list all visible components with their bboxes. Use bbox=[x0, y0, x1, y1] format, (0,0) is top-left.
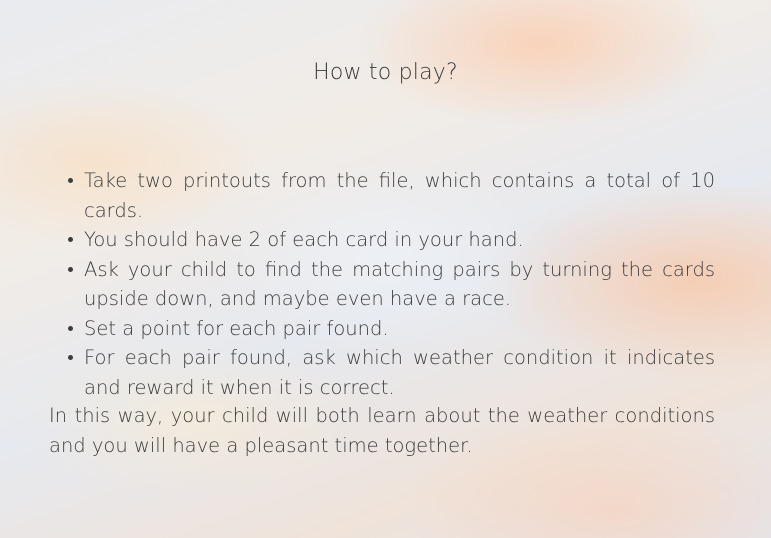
list-item bbox=[84, 225, 715, 255]
list-item bbox=[84, 255, 715, 314]
rule-text: Take two printouts from the file, which contains a total of 10 cards. bbox=[84, 169, 715, 222]
list-item bbox=[84, 166, 715, 225]
list-item bbox=[84, 314, 715, 344]
bullet-icon bbox=[68, 178, 73, 183]
list-item bbox=[84, 343, 715, 402]
bullet-icon bbox=[68, 237, 73, 242]
rule-text: Ask your child to find the matching pairs by turning the cards upside down, and maybe even have a race. bbox=[84, 257, 715, 310]
rule-text: You should have 2 of each card in your hand. bbox=[84, 228, 524, 251]
bullet-icon bbox=[68, 355, 73, 360]
rule-text: Set a point for each pair found. bbox=[84, 316, 389, 340]
closing-paragraph: In this way, your child will both learn about the weather conditions and you will have a pleasant time together. bbox=[49, 404, 715, 457]
page-title: How to play? bbox=[313, 60, 458, 85]
rules-list bbox=[84, 166, 715, 402]
bullet-icon bbox=[68, 267, 73, 272]
bullet-icon bbox=[68, 326, 73, 331]
rule-text: For each pair found, ask which weather condition it indicates and reward it when it is correct. bbox=[84, 346, 715, 399]
